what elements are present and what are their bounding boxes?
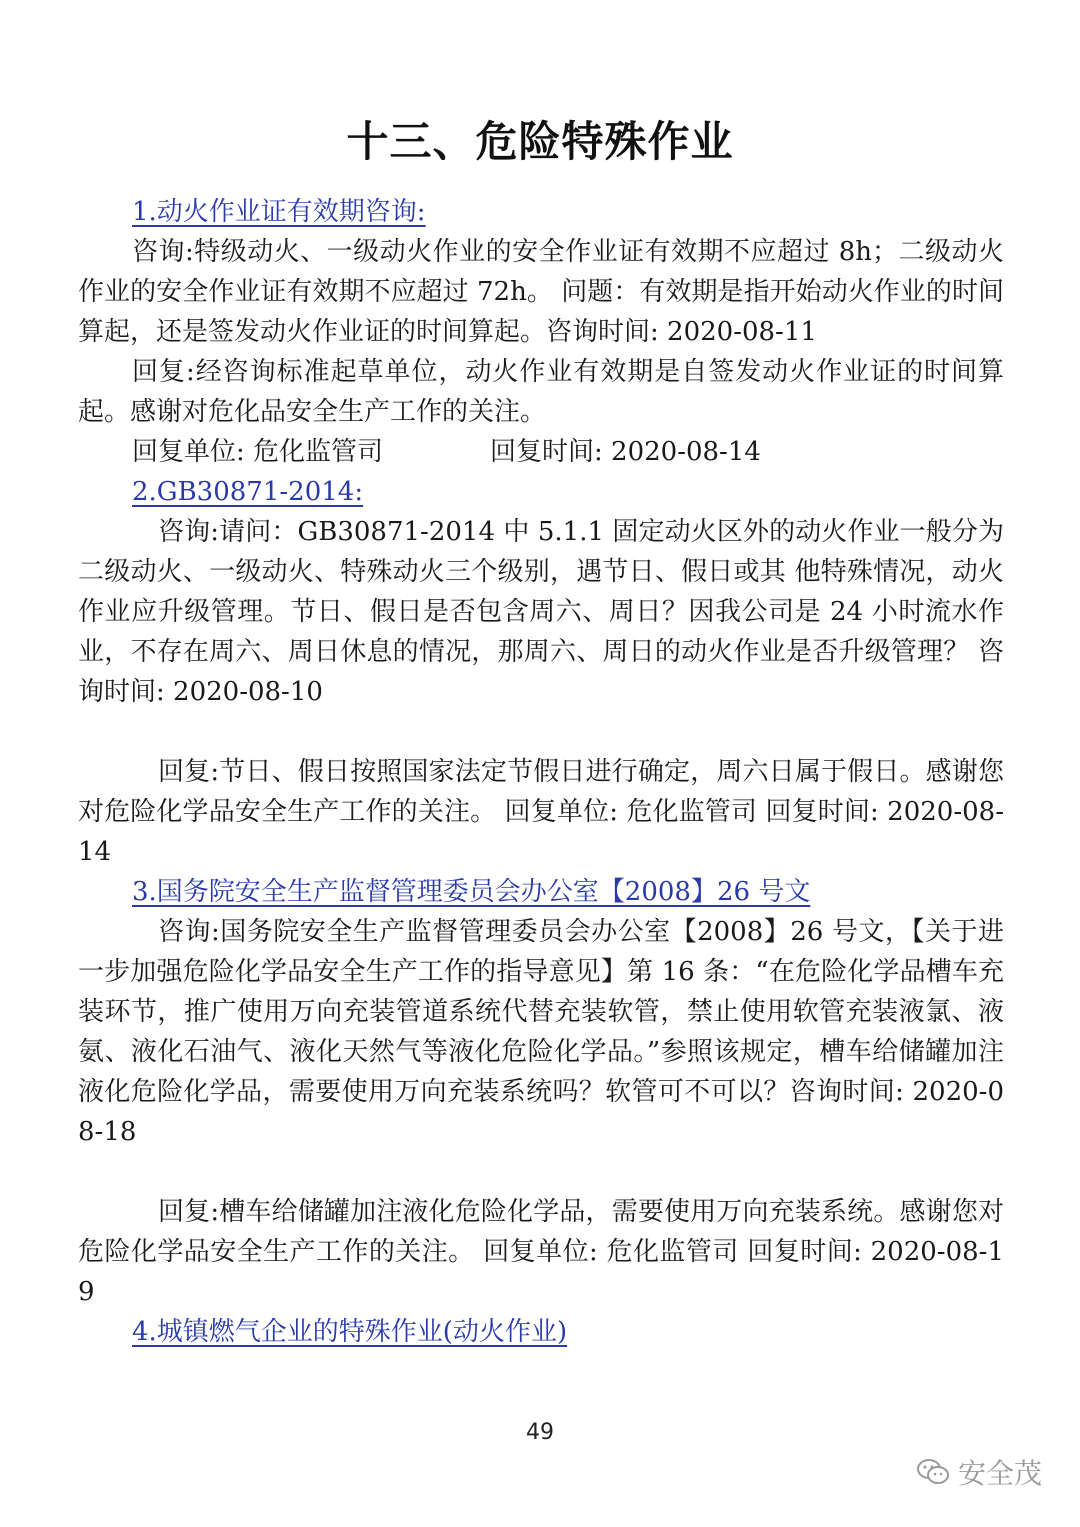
- section-3-question: 咨询:国务院安全生产监督管理委员会办公室【2008】26 号文，【关于进一步加强危险化学品安全生产工作的指导意见】第 16 条：“在危险化学品槽车充装环节，推广使用万向充装管道系统代替充装软管，禁止使用软管充装液氯、液氨、液化石油气、液化天然气等液化危险化学品。”参照该规定，槽车给储罐加注液化危险化学品，需要使用万向充装系统吗？软管可不可以？咨询时间: 2020-08-18: [78, 917, 1004, 1147]
- section-2-heading-link[interactable]: 2.GB30871-2014:: [132, 477, 364, 507]
- section-4-heading-link[interactable]: 4.城镇燃气企业的特殊作业(动火作业): [132, 1317, 568, 1347]
- page-number: 49: [526, 1420, 554, 1445]
- page-title: 十三、危险特殊作业: [346, 117, 734, 166]
- document-body: [78, 192, 1004, 1352]
- watermark-text: 安全茂: [957, 1457, 1042, 1490]
- section-1-reply: 回复:经咨询标准起草单位，动火作业有效期是自签发动火作业证的时间算起。感谢对危化品安全生产工作的关注。: [78, 357, 1004, 427]
- section-1-question: 咨询:特级动火、一级动火作业的安全作业证有效期不应超过 8h；二级动火作业的安全作业证有效期不应超过 72h。 问题：有效期是指开始动火作业的时间算起，还是签发动火作业证的时间算起。咨询时间: 2020-08-11: [78, 237, 1004, 347]
- section-1-heading-link[interactable]: 1.动火作业证有效期咨询:: [132, 197, 426, 227]
- section-2-reply: 回复:节日、假日按照国家法定节假日进行确定，周六日属于假日。感谢您对危险化学品安全生产工作的关注。 回复单位: 危化监管司 回复时间: 2020-08-14: [78, 757, 1004, 867]
- wechat-icon: [916, 1457, 950, 1487]
- section-1-reply-meta: [78, 432, 1004, 472]
- section-3-reply: 回复:槽车给储罐加注液化危险化学品，需要使用万向充装系统。感谢您对危险化学品安全生产工作的关注。 回复单位: 危化监管司 回复时间: 2020-08-19: [78, 1197, 1004, 1307]
- watermark: [916, 1452, 1042, 1492]
- spacer: [78, 1152, 1004, 1192]
- section-3-heading-link[interactable]: 3.国务院安全生产监督管理委员会办公室【2008】26 号文: [132, 877, 811, 907]
- section-2-question: 咨询:请问：GB30871-2014 中 5.1.1 固定动火区外的动火作业一般分为二级动火、一级动火、特殊动火三个级别，遇节日、假日或其 他特殊情况，动火作业应升级管理。节日、假日是否包含周六、周日？因我公司是 24 小时流水作业，不存在周六、周日休息的情况，那周六、周日的动火作业是否升级管理？ 咨询时间: 2020-08-10: [78, 517, 1004, 707]
- spacer: [78, 712, 1004, 752]
- section-1-reply-unit: 回复单位: 危化监管司: [132, 437, 384, 467]
- section-1-reply-time: 回复时间: 2020-08-14: [490, 437, 761, 467]
